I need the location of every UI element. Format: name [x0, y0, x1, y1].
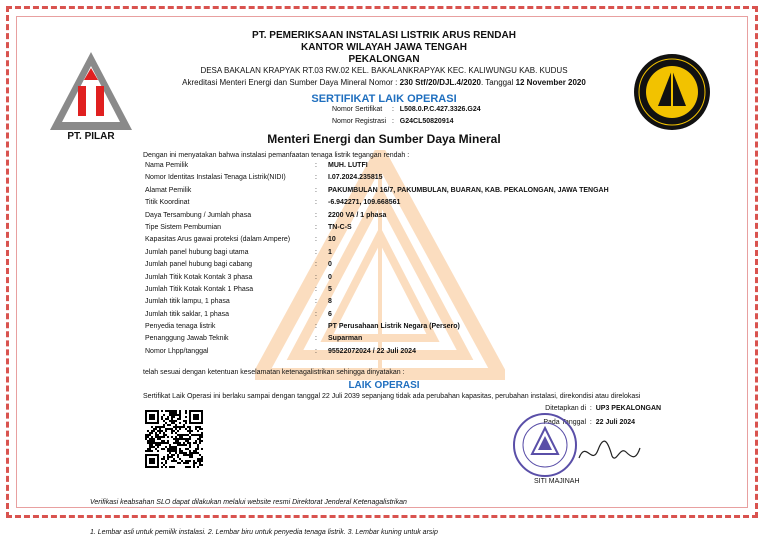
field-value: 6	[328, 310, 332, 318]
field-separator: :	[315, 186, 317, 194]
field-separator: :	[315, 335, 317, 343]
field-value: 0	[328, 261, 332, 269]
field-label: Kapasitas Arus gawai proteksi (dalam Ampere)	[145, 236, 291, 244]
field-label: Jumlah titik saklar, 1 phasa	[145, 310, 230, 318]
field-separator: :	[315, 347, 317, 355]
field-row	[145, 174, 609, 186]
pt-pilar-logo-text: PT. PILAR	[67, 131, 115, 142]
field-row	[145, 335, 609, 347]
company-address: DESA BAKALAN KRAPYAK RT.03 RW.02 KEL. BAKALANKRAPYAK KEC. KALIWUNGU KAB. KUDUS	[200, 66, 568, 75]
field-label: Penanggung Jawab Teknik	[145, 335, 229, 343]
signer-name: SITI MAJINAH	[534, 478, 580, 485]
field-value: 1	[328, 248, 332, 256]
intro-statement: Dengan ini menyatakan bahwa instalasi pemanfaatan tenaga listrik tegangan rendah :	[143, 152, 410, 159]
field-value: -6.942271, 109.668561	[328, 199, 401, 207]
registration-number: Nomor Registrasi : G24CL50820914	[332, 118, 454, 125]
compliance-statement: telah sesuai dengan ketentuan keselamatan ketenagalistrikan sehingga dinyatakan :	[143, 369, 405, 376]
field-value: PT Perusahaan Listrik Negara (Persero)	[328, 323, 460, 331]
field-label: Jumlah Titik Kotak Kontak 1 Phasa	[145, 285, 254, 293]
field-value: PAKUMBULAN 16/7, PAKUMBULAN, BUARAN, KAB. PEKALONGAN, JAWA TENGAH	[328, 186, 609, 194]
field-separator: :	[315, 261, 317, 269]
field-value: 5	[328, 285, 332, 293]
field-separator: :	[315, 248, 317, 256]
field-label: Jumlah Titik Kotak Kontak 3 phasa	[145, 273, 253, 281]
field-label: Nomor Identitas Instalasi Tenaga Listrik(NIDI)	[145, 174, 286, 182]
field-row	[145, 224, 609, 236]
field-row	[145, 348, 609, 360]
field-value: 10	[328, 236, 336, 244]
field-value: Suparman	[328, 335, 363, 343]
field-label: Jumlah panel hubung bagi utama	[145, 248, 249, 256]
certificate-title: SERTIFIKAT LAIK OPERASI	[311, 93, 457, 105]
field-value: MUH. LUTFI	[328, 162, 368, 169]
field-label: Nomor Lhpp/tanggal	[145, 347, 209, 355]
field-value: 95522072024 / 22 Juli 2024	[328, 347, 416, 355]
field-row	[145, 298, 609, 310]
field-separator: :	[315, 236, 317, 244]
validity-statement: Sertifikat Laik Operasi ini berlaku sampai dengan tanggal 22 Juli 2039 sepanjang tidak ada perubahan kapasitas, perubahan instalasi, direkondisi atau direlokasi	[143, 393, 641, 400]
field-value: 2200 VA / 1 phasa	[328, 211, 387, 219]
company-office: KANTOR WILAYAH JAWA TENGAH	[301, 42, 467, 53]
field-label: Titik Koordinat	[145, 199, 190, 207]
field-value: I.07.2024.235815	[328, 174, 383, 182]
field-row	[145, 212, 609, 224]
field-label: Nama Pemilik	[145, 162, 189, 169]
official-stamp	[512, 412, 578, 478]
company-name: PT. PEMERIKSAAN INSTALASI LISTRIK ARUS RENDAH	[252, 30, 516, 41]
field-separator: :	[315, 199, 317, 207]
field-row	[145, 199, 609, 211]
field-value: 8	[328, 298, 332, 306]
accreditation-line: Akreditasi Menteri Energi dan Sumber Daya Mineral Nomor : 230 Stf/20/DJL.4/2020. Tanggal 12 November 2020	[182, 78, 586, 87]
field-label: Alamat Pemilik	[145, 186, 192, 194]
minister-title: Menteri Energi dan Sumber Daya Mineral	[267, 132, 501, 146]
field-separator: :	[315, 285, 317, 293]
field-row	[145, 286, 609, 298]
field-row	[145, 187, 609, 199]
field-label: Daya Tersambung / Jumlah phasa	[145, 211, 252, 219]
issue-place: Ditetapkan di : UP3 PEKALONGAN	[545, 405, 662, 412]
company-city: PEKALONGAN	[348, 54, 420, 65]
laik-operasi-status: LAIK OPERASI	[348, 380, 420, 391]
field-row	[145, 261, 609, 273]
field-separator: :	[315, 162, 317, 169]
field-label: Penyedia tenaga listrik	[145, 323, 216, 331]
field-label: Tipe Sistem Pembumian	[145, 223, 221, 231]
field-row	[145, 162, 609, 174]
copies-note: 1. Lembar asli untuk pemilik instalasi. 2. Lembar biru untuk penyedia tenaga listrik. 3. Lembar kuning untuk arsip	[90, 529, 438, 536]
field-row	[145, 311, 609, 323]
field-row	[145, 274, 609, 286]
field-label: Jumlah titik lampu, 1 phasa	[145, 298, 230, 306]
field-separator: :	[315, 273, 317, 281]
field-row	[145, 323, 609, 335]
installation-fields	[145, 162, 609, 360]
verification-qr-code[interactable]	[145, 410, 203, 468]
issue-date: Pada Tanggal : 22 Juli 2024	[543, 419, 636, 426]
field-row	[145, 249, 609, 261]
field-separator: :	[315, 174, 317, 182]
field-separator: :	[315, 223, 317, 231]
field-value: TN-C-S	[328, 223, 352, 231]
field-value: 0	[328, 273, 332, 281]
field-separator: :	[315, 211, 317, 219]
field-separator: :	[315, 323, 317, 331]
field-label: Jumlah panel hubung bagi cabang	[145, 261, 253, 269]
signature	[574, 438, 644, 468]
verification-note: Verifikasi keabsahan SLO dapat dilakukan melalui website resmi Direktorat Jenderal Ketenagalistrikan	[90, 499, 407, 506]
field-row	[145, 236, 609, 248]
certificate-number: Nomor Sertifikat : L508.0.P.C.427.3326.G24	[332, 106, 481, 113]
field-separator: :	[315, 298, 317, 306]
field-separator: :	[315, 310, 317, 318]
